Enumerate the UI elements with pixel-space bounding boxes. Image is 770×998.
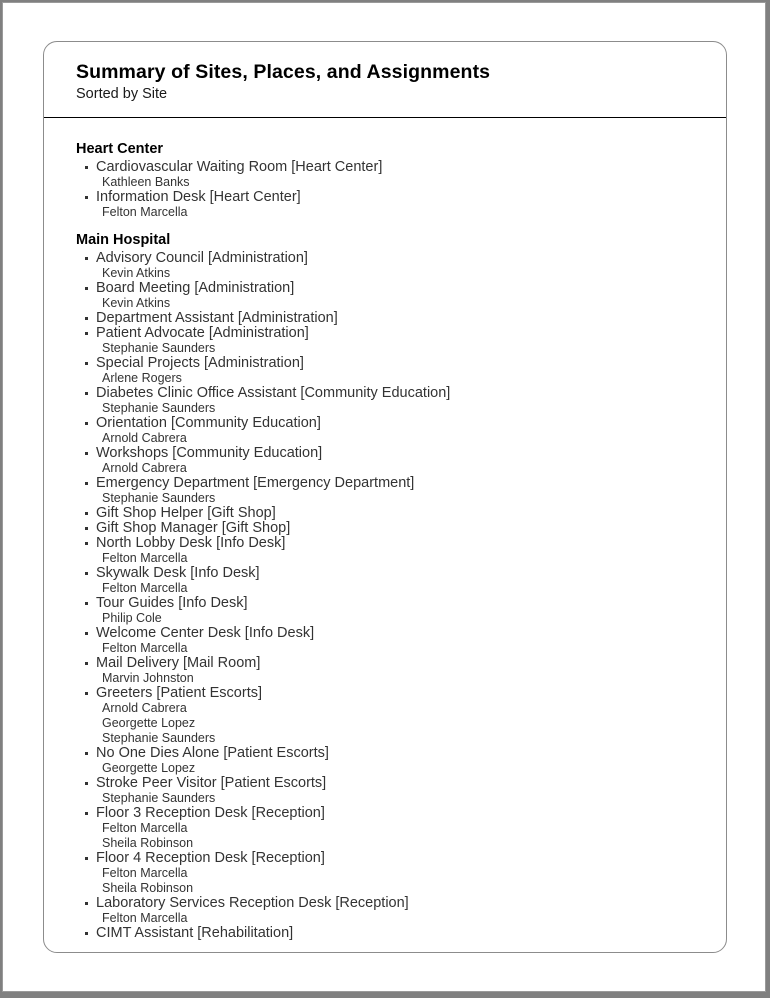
assignee-name: Arnold Cabrera [102,701,187,715]
list-item [76,536,726,566]
bullet-icon [85,542,88,545]
assignee-name: Arnold Cabrera [102,461,187,475]
bullet-icon [85,287,88,290]
list-item [76,896,726,926]
bullet-icon [85,782,88,785]
assignee-list [76,641,726,656]
assignee-name: Kevin Atkins [102,296,171,310]
list-item [76,776,726,806]
place-label: Special Projects [Administration] [76,356,726,371]
bullet-icon [85,662,88,665]
place-label: Stroke Peer Visitor [Patient Escorts] [76,776,726,791]
list-item [76,506,726,521]
assignee-list [76,581,726,596]
list-item [76,326,726,356]
place-label: Skywalk Desk [Info Desk] [76,566,726,581]
place-list [76,251,726,941]
report-body [44,118,726,941]
report-subtitle: Sorted by Site [76,86,168,102]
bullet-icon [85,422,88,425]
bullet-icon [85,527,88,530]
place-label: Floor 4 Reception Desk [Reception] [76,851,726,866]
report-header [44,42,726,110]
assignee-list [76,911,726,926]
bullet-icon [85,452,88,455]
place-label: Workshops [Community Education] [76,446,726,461]
bullet-icon [85,332,88,335]
assignee-name: Arnold Cabrera [102,431,187,445]
bullet-icon [85,632,88,635]
assignee-name: Sheila Robinson [102,881,194,895]
site-group-list [76,140,726,941]
bullet-icon [85,512,88,515]
bullet-icon [85,362,88,365]
assignee-name: Stephanie Saunders [102,731,216,745]
assignee-list [76,175,726,190]
place-label: No One Dies Alone [Patient Escorts] [76,746,726,761]
assignee-list [76,761,726,776]
assignee-name: Felton Marcella [102,866,188,880]
list-item [76,566,726,596]
assignee-name: Felton Marcella [102,581,188,595]
bullet-icon [85,812,88,815]
bullet-icon [85,482,88,485]
list-item [76,596,726,626]
site-name: Main Hospital [76,232,171,248]
assignee-name: Felton Marcella [102,551,188,565]
assignee-name: Kevin Atkins [102,266,171,280]
assignee-list [76,821,726,851]
assignee-list [76,611,726,626]
assignee-name: Felton Marcella [102,821,188,835]
bullet-icon [85,572,88,575]
place-label: Orientation [Community Education] [76,416,726,431]
assignee-list [76,791,726,806]
page-title: Summary of Sites, Places, and Assignments [76,61,491,83]
list-item [76,926,726,941]
place-label: Mail Delivery [Mail Room] [76,656,726,671]
assignee-name: Stephanie Saunders [102,791,216,805]
assignee-list [76,671,726,686]
place-label: Department Assistant [Administration] [76,311,726,326]
assignee-list [76,371,726,386]
list-item [76,386,726,416]
assignee-name: Felton Marcella [102,205,188,219]
assignee-name: Felton Marcella [102,641,188,655]
place-label: Advisory Council [Administration] [76,251,726,266]
assignee-list [76,701,726,746]
list-item [76,416,726,446]
bullet-icon [85,692,88,695]
assignee-list [76,491,726,506]
bullet-icon [85,902,88,905]
list-item [76,686,726,746]
list-item [76,356,726,386]
place-list [76,160,726,220]
list-item [76,521,726,536]
assignee-list [76,551,726,566]
list-item [76,251,726,281]
list-item [76,476,726,506]
report-card [43,41,727,953]
assignee-name: Philip Cole [102,611,162,625]
site-name: Heart Center [76,141,164,157]
list-item [76,746,726,776]
place-label: CIMT Assistant [Rehabilitation] [76,926,726,941]
list-item [76,446,726,476]
assignee-list [76,205,726,220]
assignee-list [76,461,726,476]
list-item [76,626,726,656]
place-label: Cardiovascular Waiting Room [Heart Center] [76,160,726,175]
site-group [76,140,726,220]
list-item [76,281,726,311]
bullet-icon [85,166,88,169]
list-item [76,190,726,220]
assignee-list [76,401,726,416]
place-label: Patient Advocate [Administration] [76,326,726,341]
assignee-list [76,866,726,896]
assignee-name: Felton Marcella [102,911,188,925]
list-item [76,851,726,896]
bullet-icon [85,392,88,395]
assignee-name: Marvin Johnston [102,671,194,685]
site-group [76,231,726,941]
place-label: Floor 3 Reception Desk [Reception] [76,806,726,821]
place-label: Gift Shop Manager [Gift Shop] [76,521,726,536]
list-item [76,160,726,190]
list-item [76,806,726,851]
place-label: Gift Shop Helper [Gift Shop] [76,506,726,521]
assignee-list [76,266,726,281]
place-label: North Lobby Desk [Info Desk] [76,536,726,551]
place-label: Welcome Center Desk [Info Desk] [76,626,726,641]
bullet-icon [85,857,88,860]
bullet-icon [85,932,88,935]
assignee-name: Arlene Rogers [102,371,182,385]
assignee-list [76,296,726,311]
place-label: Board Meeting [Administration] [76,281,726,296]
place-label: Tour Guides [Info Desk] [76,596,726,611]
bullet-icon [85,752,88,755]
list-item [76,656,726,686]
assignee-name: Georgette Lopez [102,761,196,775]
place-label: Greeters [Patient Escorts] [76,686,726,701]
place-label: Diabetes Clinic Office Assistant [Community Education] [76,386,726,401]
bullet-icon [85,317,88,320]
assignee-name: Kathleen Banks [102,175,190,189]
assignee-name: Sheila Robinson [102,836,194,850]
page-sheet [2,2,766,992]
bullet-icon [85,196,88,199]
place-label: Emergency Department [Emergency Department] [76,476,726,491]
bullet-icon [85,257,88,260]
list-item [76,311,726,326]
assignee-name: Georgette Lopez [102,716,196,730]
place-label: Laboratory Services Reception Desk [Reception] [76,896,726,911]
bullet-icon [85,602,88,605]
assignee-name: Stephanie Saunders [102,341,216,355]
assignee-name: Stephanie Saunders [102,491,216,505]
place-label: Information Desk [Heart Center] [76,190,726,205]
assignee-name: Stephanie Saunders [102,401,216,415]
assignee-list [76,341,726,356]
assignee-list [76,431,726,446]
